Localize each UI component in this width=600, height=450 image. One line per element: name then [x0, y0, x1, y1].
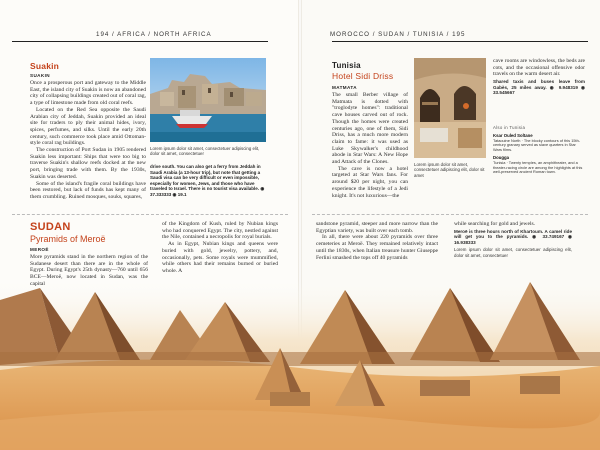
suakin-p3: The construction of Port Sudan in 1905 rendered Suakin less important: Ships that were too big to traverse Suakin's shallow reefs docked at the new port, bringing trade with them. By the 1930s, Suakin was deserted. [30, 147, 146, 180]
place-label-suakin: SUAKIN [30, 73, 51, 78]
hotel-title: Hotel Sidi Driss [332, 71, 394, 81]
sidebar-item-ksar-text: Tataouine North · The blocky contours of this 15th-century granary served as slave quarters in Star Wars films. [493, 137, 581, 153]
sidebar-label: Also in Tunisia [493, 125, 526, 130]
sidebar-item-dougga-title: Dougga [493, 154, 509, 160]
tunisia-tip-text: Shared taxis and buses leave from Gabès, 25 miles away. [493, 79, 585, 90]
also-in-tunisia-sidebar [493, 124, 585, 177]
place-label-meroe: MEROË [30, 247, 49, 252]
location-pin-icon: ◉ [532, 234, 539, 240]
hotel-caption: Lorem ipsum dolor sit amet, consectetuer adipiscing elit, dolor sit amet [414, 162, 485, 178]
tunisia-p2: The cave is now a hotel targeted at Star Wars fans. For around $20 per night, you can experience the lifestyle of a Jedi knight. It's not luxurious—the [332, 165, 408, 199]
tunisia-body [332, 92, 408, 199]
suakin-tip-coord1: 37.333333 [150, 191, 172, 197]
sudan-col2-text: of the Kingdom of Kush, ruled by Nubian kings who had conquered Egypt. The city, nestled against the Nile, contained a necropolis for royal burials. [162, 221, 278, 241]
sudan-coord1: 33.749167 [542, 234, 565, 240]
sidebar-item-ksar-title: Ksar Ouled Soltane [493, 132, 533, 138]
suakin-travel-tip [150, 164, 268, 198]
suakin-p2: Located on the Red Sea opposite the Saudi Arabian city of Jeddah, Suakin provided an ideal site for traders to ply their animal hides, ivory, spices, perfumes, and silks. Until the early 20th century, such commerce took place amid Ottoman-style coral rag buildings. [30, 106, 146, 147]
sudan-col1-text: More pyramids stand in the northern region of the Sudanese desert than there are in the whole of Egypt. During Egypt's 25th dynasty—760 until 656 BCE—Meroë, now located in Sudan, was the capital [30, 254, 148, 287]
divider-right [312, 214, 588, 215]
suakin-tip-text: drive south. You can also get a ferry from Jeddah in Saudi Arabia (a 13-hour trip), but note that getting a Saudi visa can be very difficult or even impossible, especially for women, Jews, and those who have traveled to Israel. There is no tourist visa available. [150, 164, 261, 192]
suakin-caption: Lorem ipsum dolor sit amet, consectetuer adipiscing elit, dolor sit amet, consectetuer [150, 146, 260, 157]
hotel-photo [414, 58, 486, 158]
sudan-col3 [316, 221, 438, 261]
sidebar-item-dougga-text: Tunisia · Twenty temples, an amphitheater, and a theater-racing circle are among the highlights at this well-preserved ancient Roman town. [493, 159, 583, 175]
location-pin-icon: ◉ [549, 84, 556, 90]
tunisia-coord1: 9.948319 [558, 84, 578, 90]
pyramids-title: Pyramids of Meroë [30, 234, 106, 244]
header-rule-right [332, 41, 588, 42]
location-pin-icon: ◉ [260, 186, 265, 192]
suakin-p4: Some of the island's fragile coral buildings have been restored, but lack of funds has kept many of them crumbling. Ruined mosques, souks, squares, [30, 180, 146, 200]
tunisia-col3-text: cave rooms are windowless, the beds are cots, and the occasional offensive odor travels on the warm desert air. [493, 58, 585, 78]
suakin-body [30, 80, 146, 201]
sudan-col2 [162, 221, 278, 275]
suakin-tip-coord2: 19.1 [177, 191, 187, 197]
divider-left [12, 214, 288, 215]
location-pin-icon: ◉ [581, 84, 586, 90]
tunisia-p1: The small Berber village of Matmata is dotted with "troglodyte homes": traditional cave houses carved out of rock. Though the homes were created centuries ago, one of them, Sidi Driss, has a much more modern claim to fame: it was used as Luke Skywalker's childhood abode in Star Wars: A New Hope and Attack of the Clones. [332, 92, 408, 166]
running-head-left: 194 / AFRICA / NORTH AFRICA [96, 31, 212, 38]
sudan-col1 [30, 254, 148, 288]
tunisia-tip [493, 79, 585, 96]
suakin-p1: Once a prosperous port and gateway to the Middle East, the island city of Suakin is now an abandoned city of collapsing buildings created out of coral rag, a type of limestone made from old coral reefs. [30, 80, 146, 107]
pyramids-photo [0, 280, 600, 450]
sudan-caption: Lorem ipsum dolor sit amet, consectetuer adipiscing elit, dolor sit amet, consectetuer [454, 247, 572, 258]
sudan-tip-text: Meroë is three hours north of Khartoum. A camel ride will get you to the pyramids. [454, 228, 572, 240]
place-label-matmata: MATMATA [332, 85, 357, 90]
sudan-col4 [454, 221, 572, 258]
sudan-col2b-text: As in Egypt, Nubian kings and queens were buried with gold, jewelry, pottery, and, occasionally, pets. Some royals were mummified, while others had their remains burned or buried whole. A [162, 241, 278, 274]
sudan-col3b-text: In all, there were about 220 pyramids over three cemeteries at Meroë. They remained relatively intact until the 1830s, when Italian treasure hunter Giuseppe Ferlini smashed the tops off 40 pyramids [316, 234, 438, 261]
sudan-col3-text: sandstone pyramid, steeper and more narrow than the Egyptian variety, was built over each tomb. [316, 221, 438, 234]
section-title-tunisia: Tunisia [332, 61, 361, 70]
header-rule-left [12, 41, 268, 42]
tunisia-col3 [493, 58, 585, 96]
location-pin-icon: ◉ [172, 191, 177, 197]
sudan-coord2: 16.938333 [454, 239, 476, 245]
location-pin-icon: ◉ [567, 234, 572, 240]
section-title-suakin: Suakin [30, 61, 60, 71]
suakin-photo [150, 58, 266, 142]
running-head-right: MOROCCO / SUDAN / TUNISIA / 195 [330, 31, 466, 38]
tunisia-coord2: 33.545667 [493, 90, 515, 96]
sudan-tip [454, 229, 572, 246]
section-title-sudan: SUDAN [30, 221, 71, 233]
sudan-col4-text: while searching for gold and jewels. [454, 221, 536, 227]
